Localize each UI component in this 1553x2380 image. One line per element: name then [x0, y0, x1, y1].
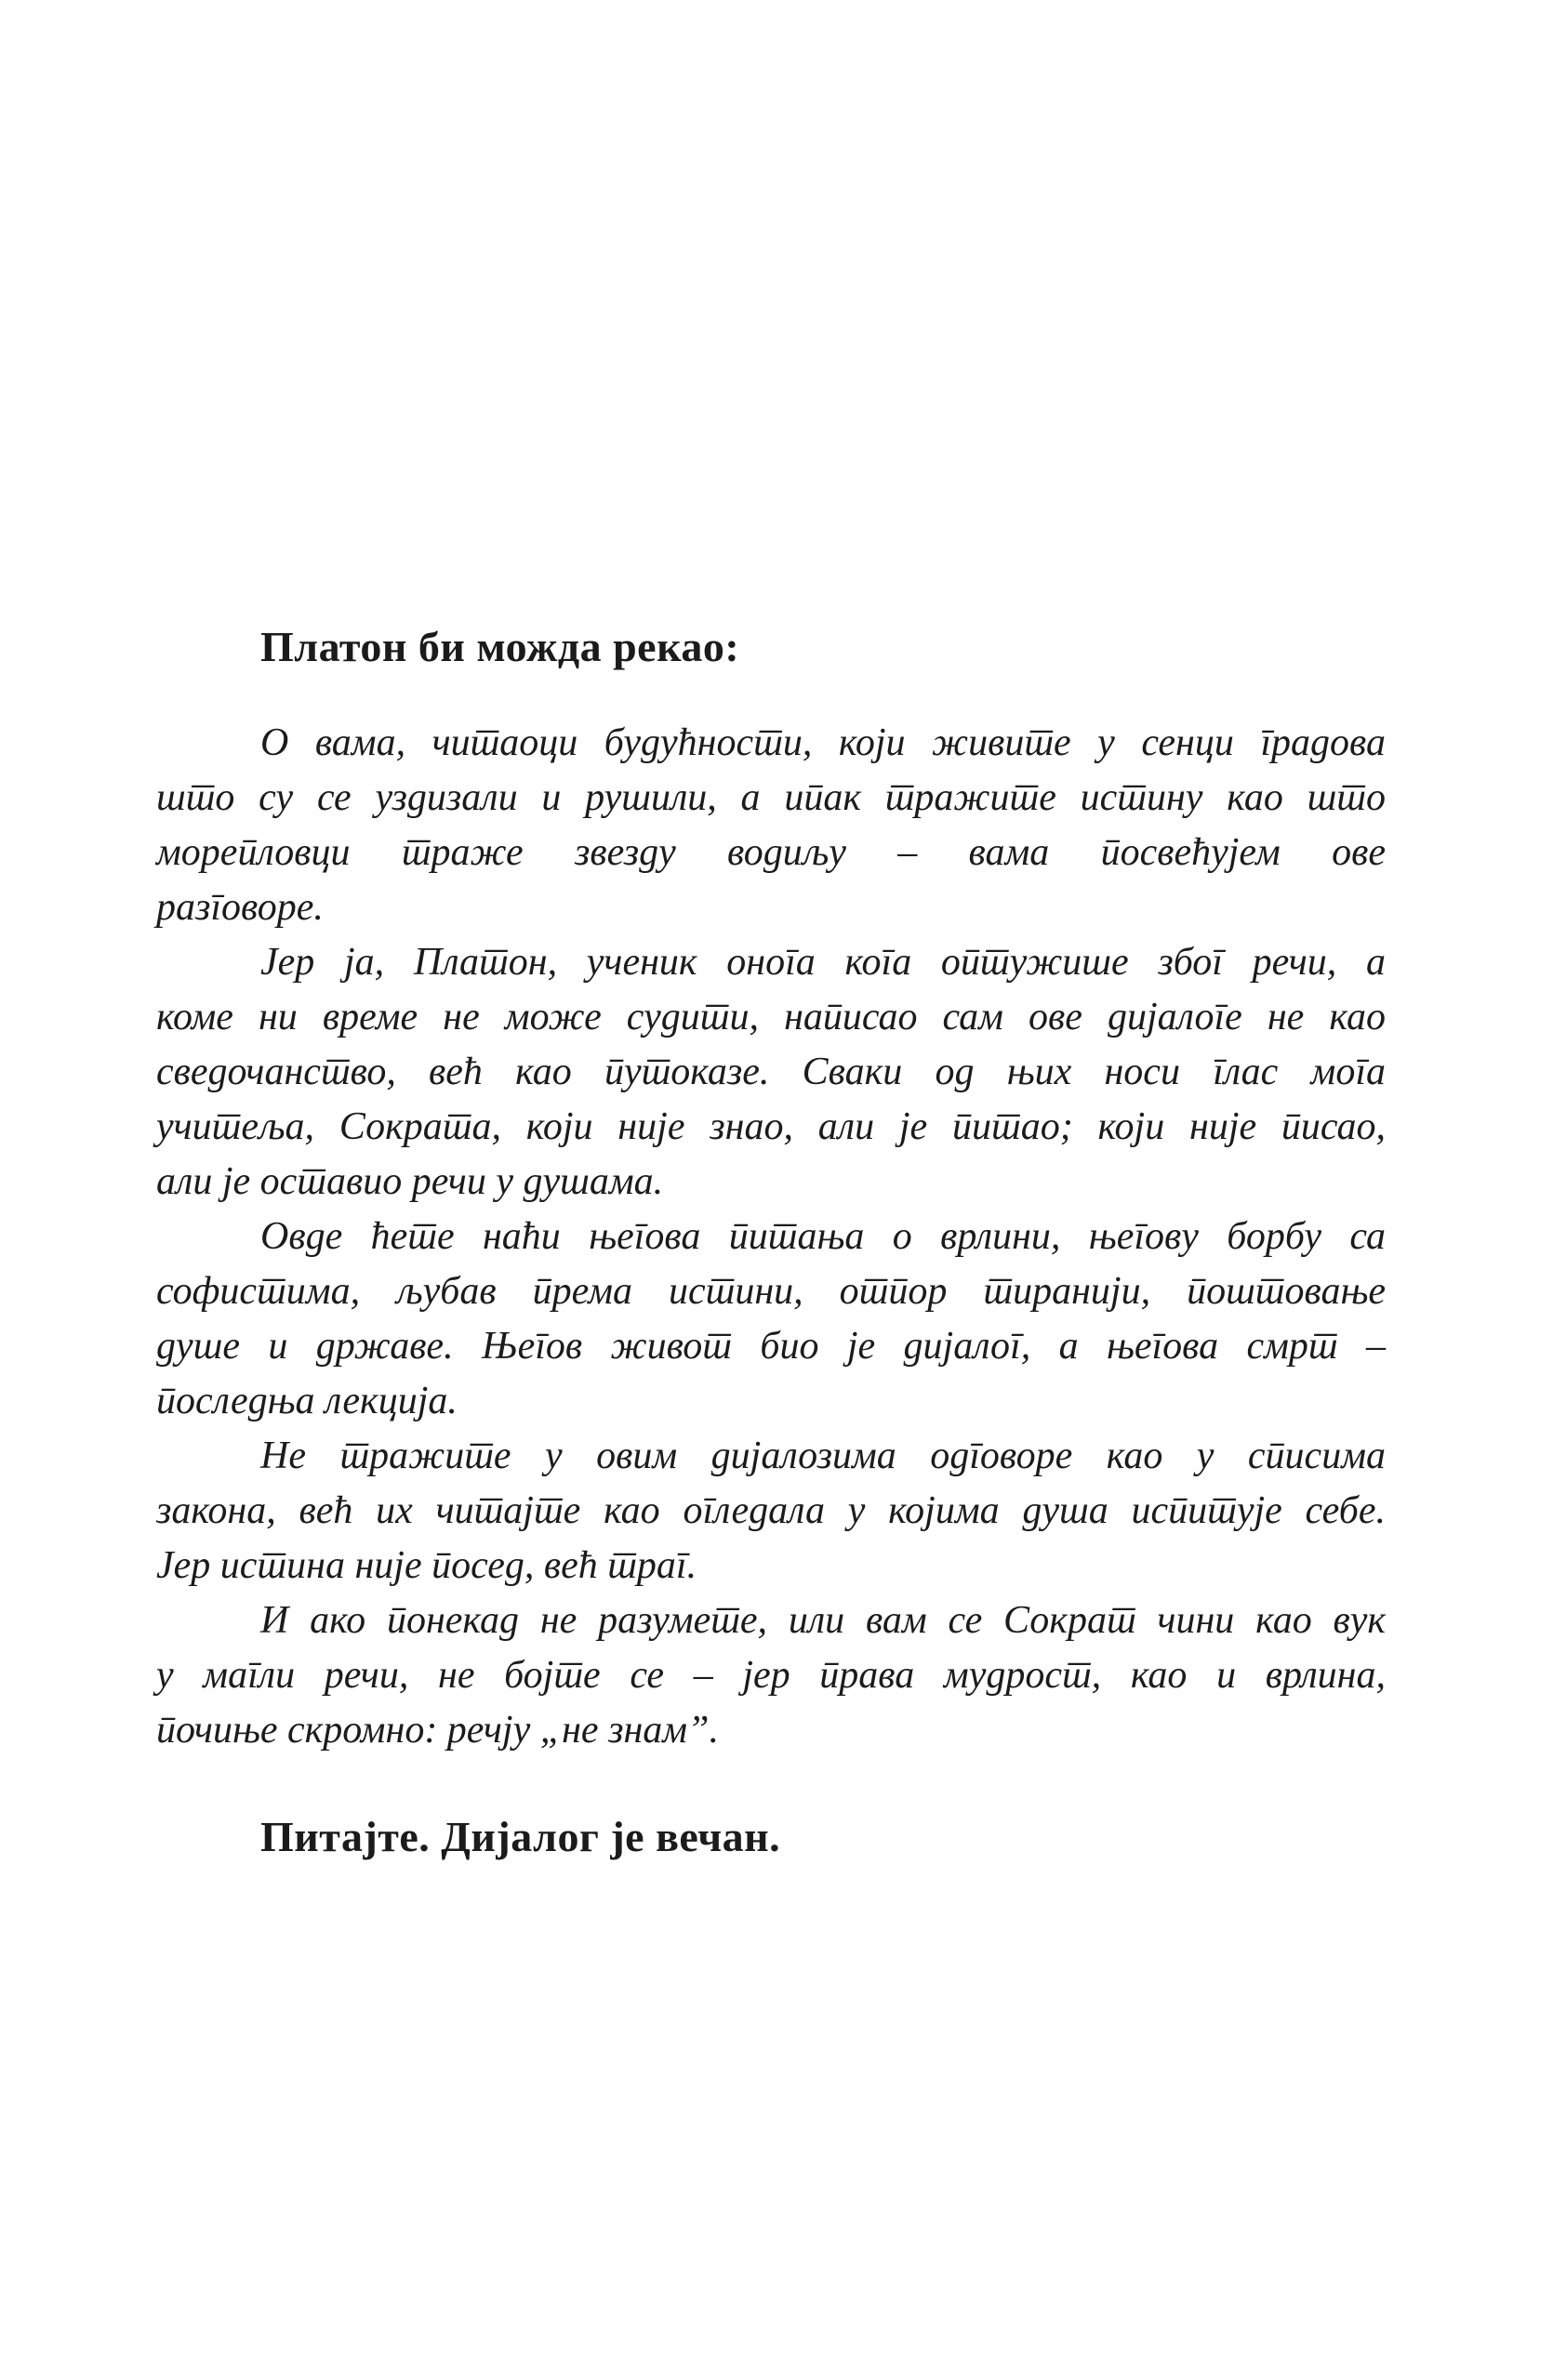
- text-line: Јер истина није посед, већ траг.: [156, 1544, 697, 1587]
- text-line: разговоре.: [156, 886, 324, 929]
- text-line: И ако понекад не разумете, или вам се Сократ чини као вук: [260, 1599, 1386, 1642]
- text-line: у магли речи, не бојте се – јер права мудрост, као и врлина,: [156, 1654, 1386, 1697]
- text-line: сведочанство, већ као путоказе. Сваки од њих носи глас мога: [156, 1051, 1386, 1093]
- text-line: Не тражите у овим дијалозима одговоре као у списима: [260, 1435, 1386, 1477]
- text-line: што су се уздизали и рушили, а ипак тражите истину као што: [156, 776, 1386, 819]
- text-line: последња лекција.: [156, 1380, 458, 1422]
- text-line: душе и државе. Његов живот био је дијалог, а његова смрт –: [156, 1325, 1386, 1368]
- text-line: али је оставио речи у душама.: [156, 1160, 664, 1203]
- text-line: О вама, читаоци будућности, који живите у сенци градова: [260, 721, 1386, 764]
- paragraph: [156, 1593, 1386, 1758]
- paragraph: [156, 1210, 1386, 1429]
- text-line: коме ни време не може судити, написао сам ове дијалоге не као: [156, 996, 1386, 1038]
- body-text: [156, 716, 1386, 1758]
- text-line: софистима, љубав према истини, отпор тиранији, поштовање: [156, 1270, 1386, 1313]
- text-line: закона, већ их читајте као огледала у којима душа испитује себе.: [156, 1489, 1386, 1532]
- closing-line: Питајте. Дијалог је вечан.: [260, 1813, 781, 1860]
- section-heading: Платон би можда рекао:: [260, 623, 740, 670]
- text-line: Овде ћете наћи његова питања о врлини, његову борбу са: [260, 1215, 1386, 1258]
- paragraph: [156, 1429, 1386, 1593]
- text-line: почиње скромно: речју „не знам”.: [156, 1709, 719, 1752]
- paragraph: [156, 935, 1386, 1210]
- text-line: морепловци траже звезду водиљу – вама посвећујем ове: [156, 831, 1386, 874]
- text-line: учитеља, Сократа, који није знао, али је питао; који није писао,: [156, 1105, 1386, 1148]
- text-line: Јер ја, Платон, ученик онога кога оптужише због речи, а: [260, 941, 1386, 984]
- paragraph: [156, 716, 1386, 935]
